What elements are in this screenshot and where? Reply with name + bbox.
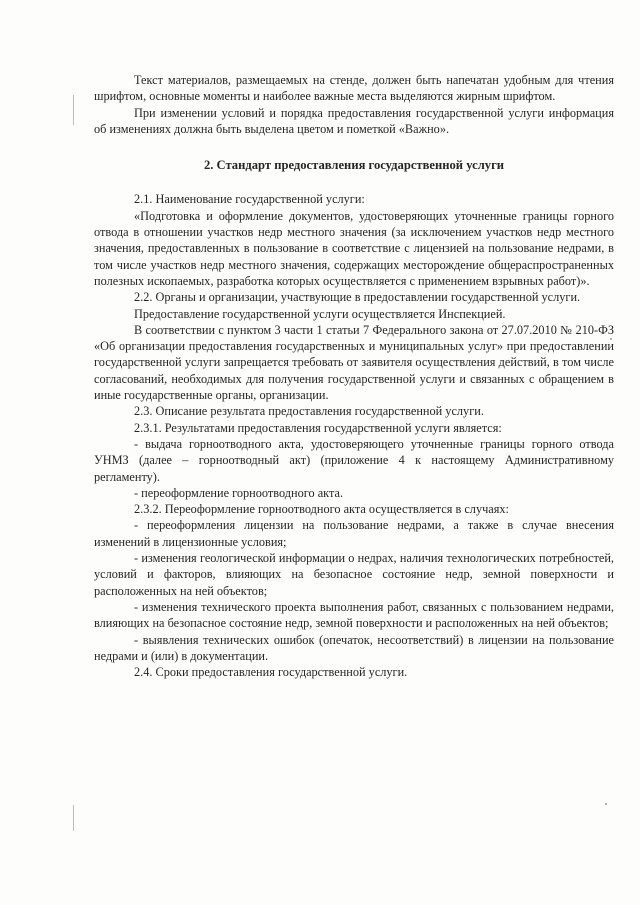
paragraph: Предоставление государственной услуги осуществляется Инспекцией. [134,306,506,321]
paragraph: При изменении условий и порядка предоставления государственной услуги информация об изменениях должна быть выделена цветом и пометкой «Важно». [94,105,614,136]
paragraph: - изменения технического проекта выполнения работ, связанных с пользованием недрами, влияющих на безопасное состояние недр, земной поверхности и расположенных на ней объектов; [94,599,614,631]
paragraph: 2.4. Сроки предоставления государственной услуги. [134,665,408,680]
paragraph: 2.3. Описание результата предоставления государственной услуги. [134,404,484,419]
paragraph: В соответствии с пунктом 3 части 1 статьи 7 Федерального закона от 27.07.2010 № 210-ФЗ «Об организации предоставления государственных и муниципальных услуг» при предоставлении государственной услуги запрещается требовать от заявителя осуществления действий, в том числе согласований, необходимых для получения государственной услуги и связанных с обращением в иные государственные органы, организации. [94,322,614,403]
paragraph: - выдача горноотводного акта, удостоверяющего уточненные границы горного отвода УНМЗ (далее – горноотводный акт) (приложение 4 к настоящему Административному регламенту). [94,436,614,484]
paragraph: - выявления технических ошибок (опечаток, несоответствий) в лицензии на пользование недрами и (или) в документации. [94,632,614,663]
document-body [94,72,614,680]
scan-margin-mark [73,805,74,831]
paragraph: 2.1. Наименование государственной услуги: [134,192,365,207]
scan-speck [605,803,607,805]
scan-margin-mark [73,95,74,125]
paragraph: - переоформления лицензии на пользование недрами, а также в случае внесения изменений в лицензионные условия; [94,518,614,549]
paragraph: - изменения геологической информации о недрах, наличия технологических потребностей, условий и факторов, влияющих на безопасное состояние недр, земной поверхности и расположенных на ней объектов; [94,551,614,598]
section-heading: 2. Стандарт предоставления государственной услуги [203,158,505,173]
paragraph: «Подготовка и оформление документов, удостоверяющих уточненные границы горного отвода в отношении участков недр местного значения (за исключением участков недр местного значения, предоставленных в пользование в соответствие с лицензией на пользование недрами, в том числе участков недр местного значения, содержащих месторождение общераспространенных полезных ископаемых, разработка которых осуществляется с применением взрывных работ)». [94,208,614,288]
paragraph: 2.3.1. Результатами предоставления государственной услуги является: [134,420,502,435]
paragraph: - переоформление горноотводного акта. [134,485,344,500]
paragraph: 2.3.2. Переоформление горноотводного акта осуществляется в случаях: [134,502,509,517]
paragraph: Текст материалов, размещаемых на стенде, должен быть напечатан удобным для чтения шрифтом, основные моменты и наиболее важные места выделяются жирным шрифтом. [94,73,614,104]
paragraph: 2.2. Органы и организации, участвующие в предоставлении государственной услуги. [134,290,581,305]
